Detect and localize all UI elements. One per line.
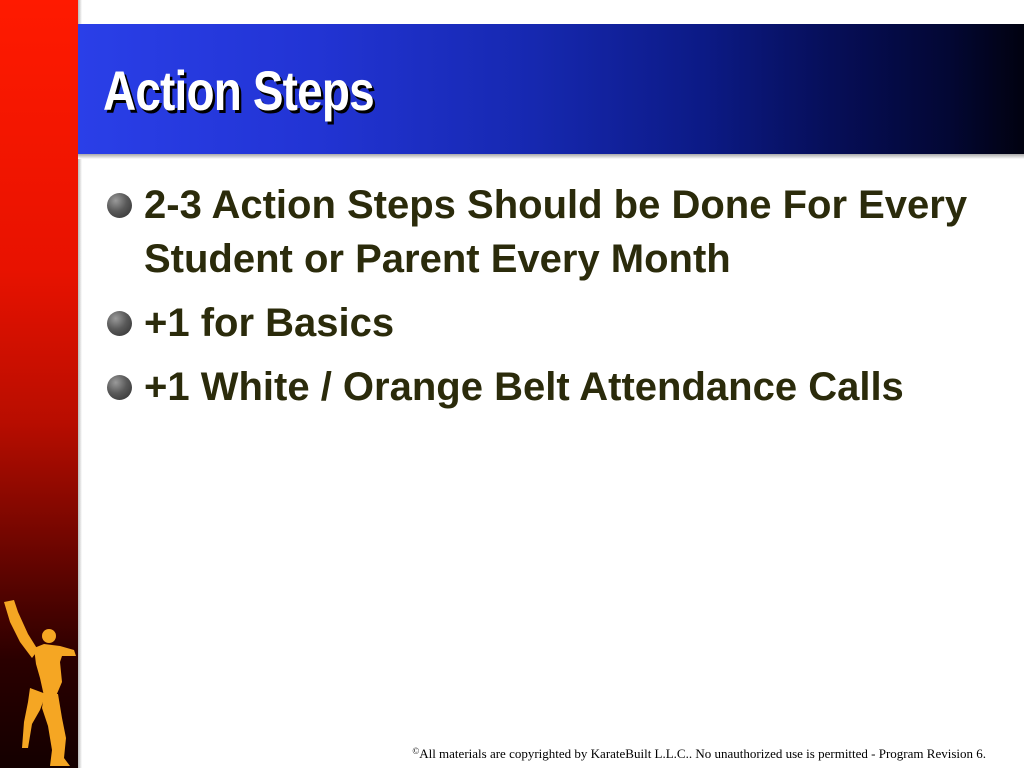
karate-kicker-silhouette-icon: [0, 598, 80, 768]
bullet-item: [104, 296, 984, 350]
copyright-symbol: ©: [412, 746, 420, 756]
bullet-dot-icon: [107, 375, 132, 400]
bullet-text: +1 for Basics: [144, 301, 395, 345]
bullet-text: 2-3 Action Steps Should be Done For Every Student or Parent Every Month: [144, 183, 968, 281]
slide-title: Action Steps: [103, 59, 374, 122]
bullet-item: [104, 360, 984, 414]
copyright-text: All materials are copyrighted by KarateBuilt L.L.C.. No unauthorized use is permitted - Program Revision 6.: [419, 746, 986, 761]
bullet-dot-icon: [107, 193, 132, 218]
bullet-list: [104, 178, 984, 424]
copyright-footer: [412, 742, 986, 763]
bullet-text: +1 White / Orange Belt Attendance Calls: [144, 365, 904, 409]
bullet-dot-icon: [107, 311, 132, 336]
title-band-shadow: [78, 154, 1024, 159]
bullet-item: [104, 178, 984, 286]
